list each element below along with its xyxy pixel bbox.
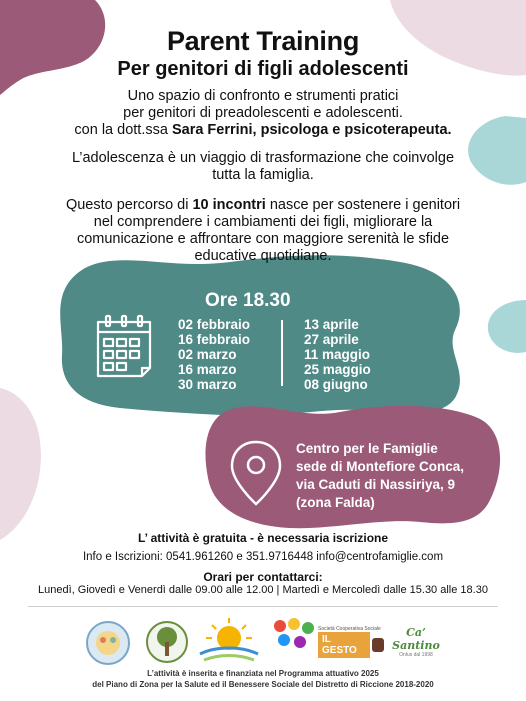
family-center-logo	[85, 620, 131, 666]
ca-santino-logo	[388, 626, 444, 656]
malleggiandi-logo	[270, 618, 320, 662]
date-item: 30 marzo	[178, 377, 237, 392]
meeting-count: 10 incontri	[192, 197, 266, 213]
gesto-subtitle: Società Cooperativa Sociale	[318, 626, 381, 632]
hours-title: Orari per contattarci:	[203, 570, 323, 584]
date-item: 08 giugno	[304, 377, 368, 392]
intro-paragraph-2	[0, 150, 526, 184]
intro-line: per genitori di preadolescenti e adolescenti.	[123, 105, 403, 121]
venue-line: (zona Falda)	[296, 495, 375, 510]
page-title: Parent Training	[166, 26, 360, 56]
santino-label: Ca’ Santino	[392, 626, 440, 652]
intro-line: tutta la famiglia.	[212, 167, 314, 183]
date-item: 13 aprile	[304, 317, 359, 332]
calendar-icon	[88, 312, 160, 384]
intro-line: Uno spazio di confronto e strumenti pratici	[127, 88, 399, 104]
intro-text: nasce per sostenere i genitori	[265, 197, 461, 213]
date-item: 02 marzo	[178, 347, 237, 362]
divider	[28, 606, 498, 607]
page-subtitle: Per genitori di figli adolescenti	[117, 58, 409, 80]
intro-paragraph-3	[0, 197, 526, 265]
location-pin-icon	[226, 438, 286, 510]
venue-line: via Caduti di Nassiriya, 9	[296, 477, 456, 492]
venue-line: sede di Montefiore Conca,	[296, 459, 465, 474]
venue-line: Centro per le Famiglie	[296, 441, 438, 456]
colored-letters-icon	[270, 618, 320, 652]
free-registration-note: L’ attività è gratuita - è necessaria iscrizione	[137, 531, 389, 545]
dates-column-right	[304, 317, 371, 392]
date-item: 27 aprile	[304, 332, 359, 347]
date-item: 16 febbraio	[178, 332, 251, 347]
date-item: 16 marzo	[178, 362, 237, 377]
intro-line	[0, 197, 526, 214]
date-item: 25 maggio	[304, 362, 371, 377]
footer-line: L’attività è inserita e finanziata nel Programma attuativo 2025	[147, 669, 379, 678]
intro-line: comunicazione e affrontare con maggiore serenità le sfide	[76, 231, 450, 247]
hand-icon	[372, 638, 384, 652]
contact-hours: Lunedì, Giovedì e Venerdì dalle 09.00 alle 12.00 | Martedì e Mercoledì dalle 15.30 alle 18.30	[38, 584, 488, 596]
left-pink-blob	[0, 388, 41, 540]
funding-footer	[0, 668, 526, 690]
dates-column-left	[178, 317, 250, 392]
intro-line: L’adolescenza è un viaggio di trasformazione che coinvolge	[71, 150, 455, 166]
intro-paragraph-1	[0, 88, 526, 139]
intro-text: con la dott.ssa	[74, 122, 172, 138]
right-teal-small-blob	[488, 300, 526, 353]
intro-line	[0, 122, 526, 139]
date-item: 02 febbraio	[178, 317, 251, 332]
intro-line: educative quotidiane.	[194, 248, 332, 264]
venue-address	[296, 440, 464, 512]
footer-line: del Piano di Zona per la Salute ed il Benessere Sociale del Distretto di Riccione 2018-2020	[92, 680, 434, 689]
gesto-label: IL GESTO	[318, 632, 370, 658]
tree-logo	[145, 620, 189, 664]
santino-subtitle: Onlus dal 1998	[399, 652, 433, 658]
il-gesto-logo	[318, 626, 384, 656]
dates-divider	[281, 320, 283, 386]
sun-logo	[196, 616, 262, 664]
meeting-time: Ore 18.30	[205, 290, 291, 311]
speaker-name: Sara Ferrini, psicologa e psicoterapeuta.	[171, 122, 452, 138]
intro-line: nel comprendere i cambiamenti dei figli, migliorare la	[93, 214, 433, 230]
contact-info: Info e Iscrizioni: 0541.961260 e 351.9716448 info@centrofamiglie.com	[82, 551, 444, 563]
date-item: 11 maggio	[304, 347, 371, 362]
intro-text: Questo percorso di	[65, 197, 193, 213]
